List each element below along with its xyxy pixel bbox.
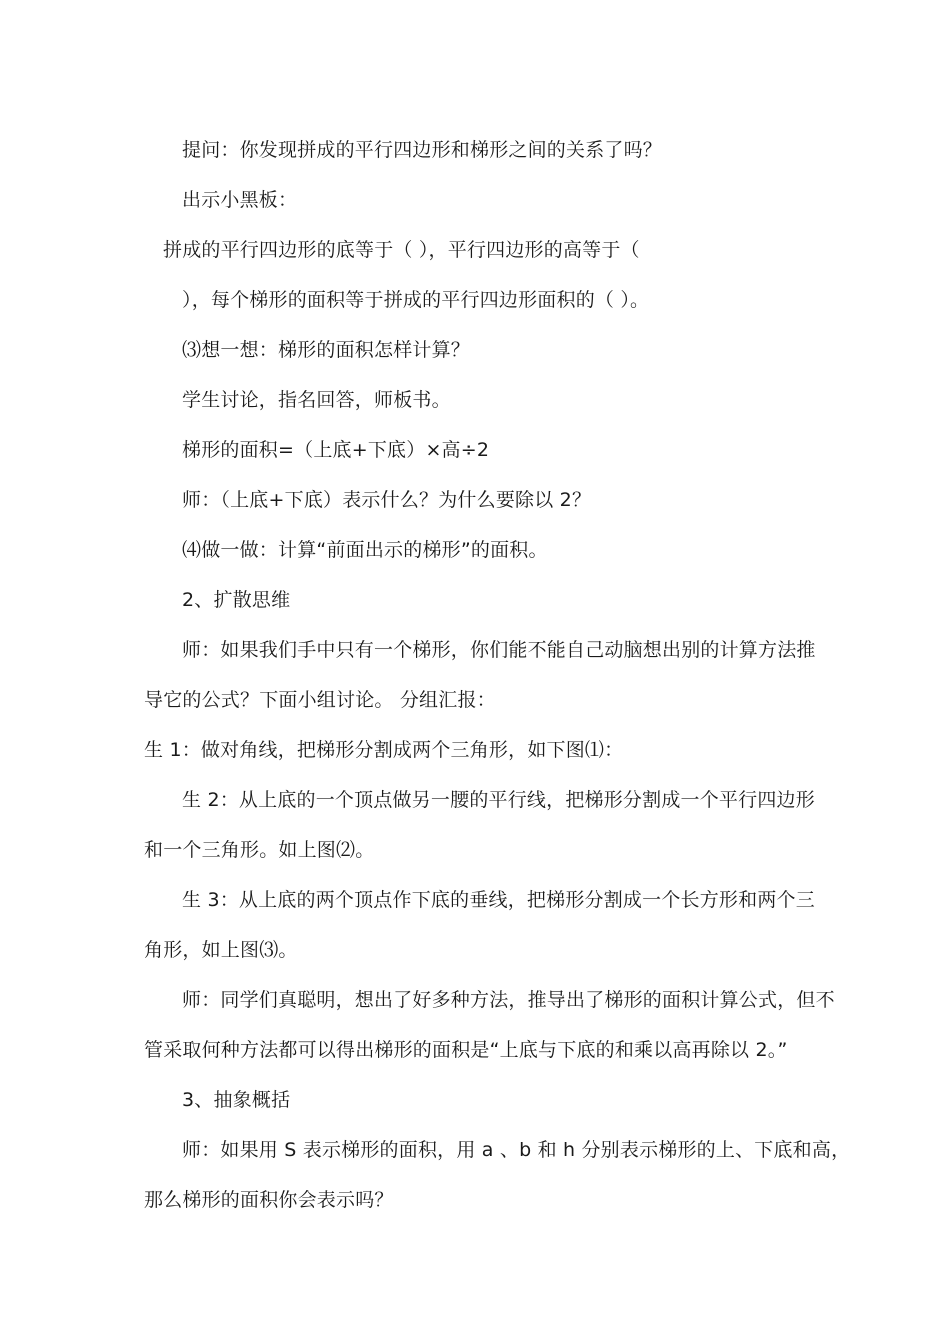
text-line-fill-blank-2: ），每个梯形的面积等于拼成的平行四边形面积的（ ）。 [182, 289, 650, 311]
text-line-teacher-question: 师：（上底+下底）表示什么？为什么要除以 2？ [182, 489, 592, 511]
text-line-think: ⑶想一想：梯形的面积怎样计算？ [182, 339, 471, 361]
text-line-teacher-prompt-1: 师：如果我们手中只有一个梯形，你们能不能自己动脑想出别的计算方法推 [182, 639, 816, 661]
text-line-student-2b: 和一个三角形。如上图⑵。 [144, 839, 375, 861]
section-heading-2: 2、扩散思维 [182, 589, 291, 611]
text-line-discussion: 学生讨论，指名回答，师板书。 [182, 389, 451, 411]
text-line-teacher-symbols-2: 那么梯形的面积你会表示吗？ [144, 1189, 394, 1211]
text-line-student-2a: 生 2：从上底的一个顶点做另一腰的平行线，把梯形分割成一个平行四边形 [182, 789, 815, 811]
text-line-teacher-symbols-1: 师：如果用 S 表示梯形的面积，用 a 、b 和 h 分别表示梯形的上、下底和高， [182, 1139, 851, 1161]
text-line-teacher-praise-2: 管采取何种方法都可以得出梯形的面积是“上底与下底的和乘以高再除以 2。” [144, 1039, 788, 1061]
text-line-teacher-praise-1: 师：同学们真聪明，想出了好多种方法，推导出了梯形的面积计算公式，但不 [182, 989, 835, 1011]
text-line-exercise: ⑷做一做：计算“前面出示的梯形”的面积。 [182, 539, 548, 561]
text-line-fill-blank-1: 拼成的平行四边形的底等于（ ），平行四边形的高等于（ [163, 239, 640, 261]
text-line-blackboard: 出示小黑板： [182, 189, 298, 211]
section-heading-3: 3、抽象概括 [182, 1089, 291, 1111]
text-line-student-3a: 生 3：从上底的两个顶点作下底的垂线，把梯形分割成一个长方形和两个三 [182, 889, 815, 911]
text-line-question: 提问：你发现拼成的平行四边形和梯形之间的关系了吗？ [182, 139, 663, 161]
text-line-formula: 梯形的面积=（上底+下底）×高÷2 [182, 439, 490, 461]
text-line-teacher-prompt-2: 导它的公式？下面小组讨论。 分组汇报： [144, 689, 496, 711]
text-line-student-3b: 角形，如上图⑶。 [144, 939, 298, 961]
text-line-student-1: 生 1：做对角线，把梯形分割成两个三角形，如下图⑴： [144, 739, 624, 761]
